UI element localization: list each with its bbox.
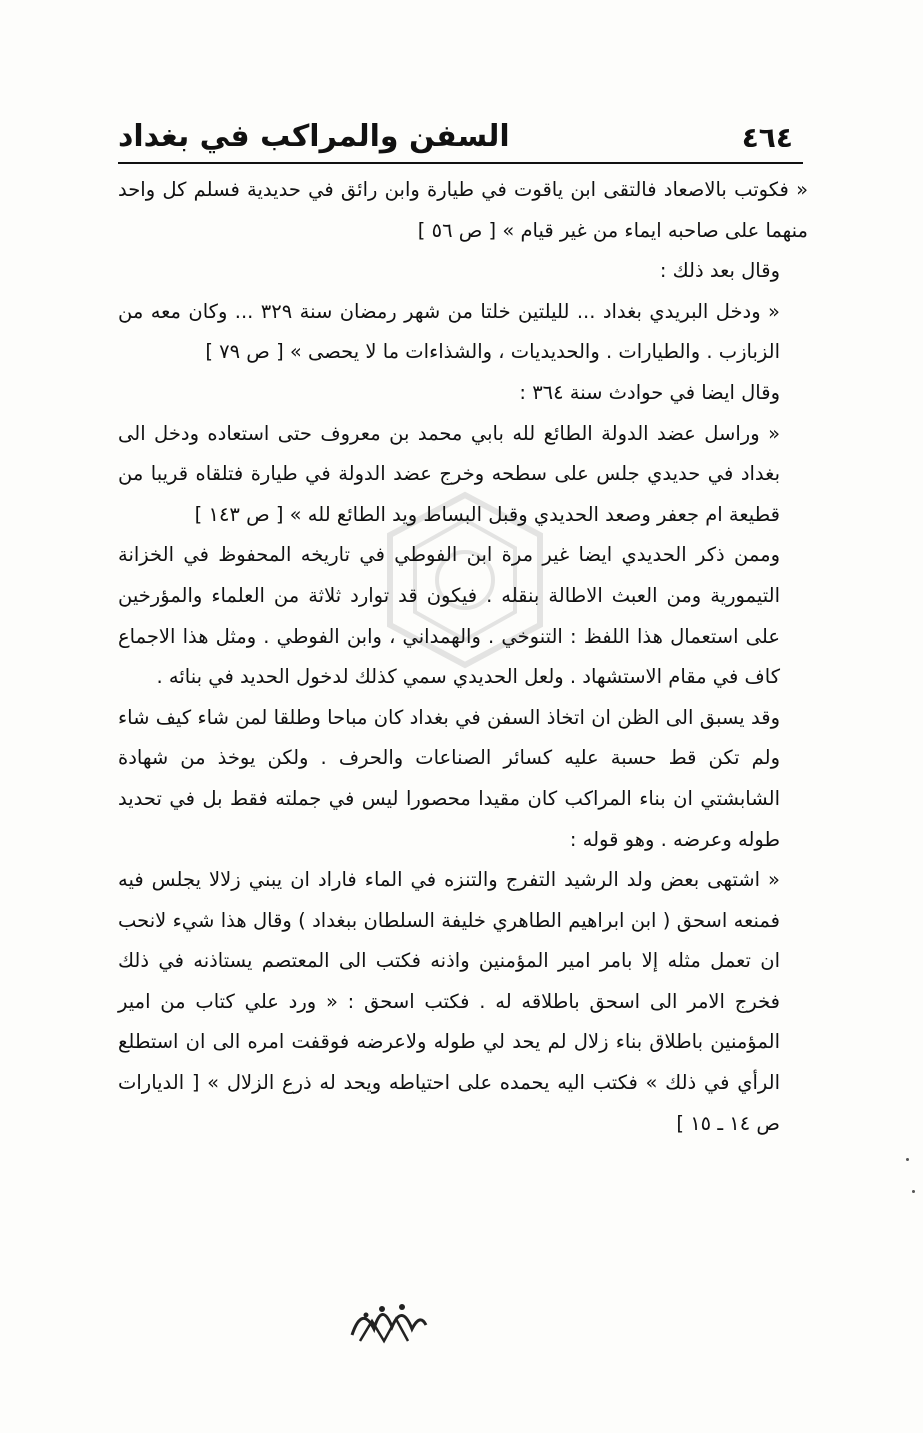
paragraph: « فكوتب بالاصعاد فالتقى ابن ياقوت في طيارة وابن رائق في حديدية فسلم كل واحد منهما على صاحبه ايماء من غير قيام » [ ص ٥٦ ] (118, 178, 808, 242)
paragraph: وقد يسبق الى الظن ان اتخاذ السفن في بغداد كان مباحا وطلقا لمن شاء كيف شاء ولم تكن قط حسبة عليه كسائر الصناعات والحرف . ولكن يوخذ من شهادة الشابشتي ان بناء المراكب كان مقيدا محصورا ليس في جملته فقط بل في تحديد طوله وعرضه . وهو قوله : (118, 705, 780, 851)
paragraph: وقال ايضا في حوادث سنة ٣٦٤ : (519, 380, 780, 404)
running-head-title: السفن والمراكب في بغداد (118, 119, 510, 154)
page-header (118, 102, 793, 154)
paragraph: « ودخل البريدي بغداد ... لليلتين خلتا من شهر رمضان سنة ٣٢٩ ... وكان معه من الزبازب . والطيارات . والحديديات ، والشذاءات ما لا يحصى » [ ص ٧٩ ] (118, 299, 780, 364)
margin-speck (906, 1158, 909, 1161)
paragraph: « اشتهى بعض ولد الرشيد التفرج والتنزه في الماء فاراد ان يبني زلالا يجلس فيه فمنعه اسحق ( ابن ابراهيم الطاهري خليفة السلطان ببغداد ) وقال هذا شيء لانحب ان تعمل مثله إلا بامر امير المؤمنين واذنه فكتب الى المعتصم يستاذنه في ذلك فخرج الامر الى اسحق باطلاقه له . فكتب اسحق : « ورد علي كتاب من امير المؤمنين باطلاق بناء زلال لم يحد لي طوله ولاعرضه فوقفت امره الى ان استطلع الرأي في ذلك » فكتب اليه يحمده على احتياطه ويحد له ذرع الزلال » [ الديارات ص ١٤ ـ ١٥ ] (118, 868, 780, 1135)
margin-speck (912, 1190, 915, 1193)
end-ornament-icon (342, 1295, 432, 1349)
paragraph: « وراسل عضد الدولة الطائع لله بابي محمد بن معروف حتى استعاده ودخل الى بغداد في حديدي جلس على سطحه وخرج عضد الدولة في طيارة فتلقاه قريبا من قطيعة ام جعفر وصعد الحديدي وقبل البساط ويد الطائع لله » [ ص ١٤٣ ] (118, 421, 780, 526)
header-rule (118, 162, 803, 164)
paragraph: وقال بعد ذلك : (659, 259, 780, 283)
paragraph: وممن ذكر الحديدي ايضا غير مرة ابن الفوطي في تاريخه المحفوظ في الخزانة التيمورية ومن العبث الاطالة بنقله . فيكون قد توارد ثلاثة من العلماء والمؤرخين على استعمال هذا اللفظ : التنوخي . والهمداني ، وابن الفوطي . ومثل هذا الاجماع كاف في مقام الاستشهاد . ولعل الحديدي سمي كذلك لدخول الحديد في بنائه . (118, 543, 780, 689)
page-number: ٤٦٤ (741, 121, 793, 154)
body-text (118, 170, 808, 1144)
